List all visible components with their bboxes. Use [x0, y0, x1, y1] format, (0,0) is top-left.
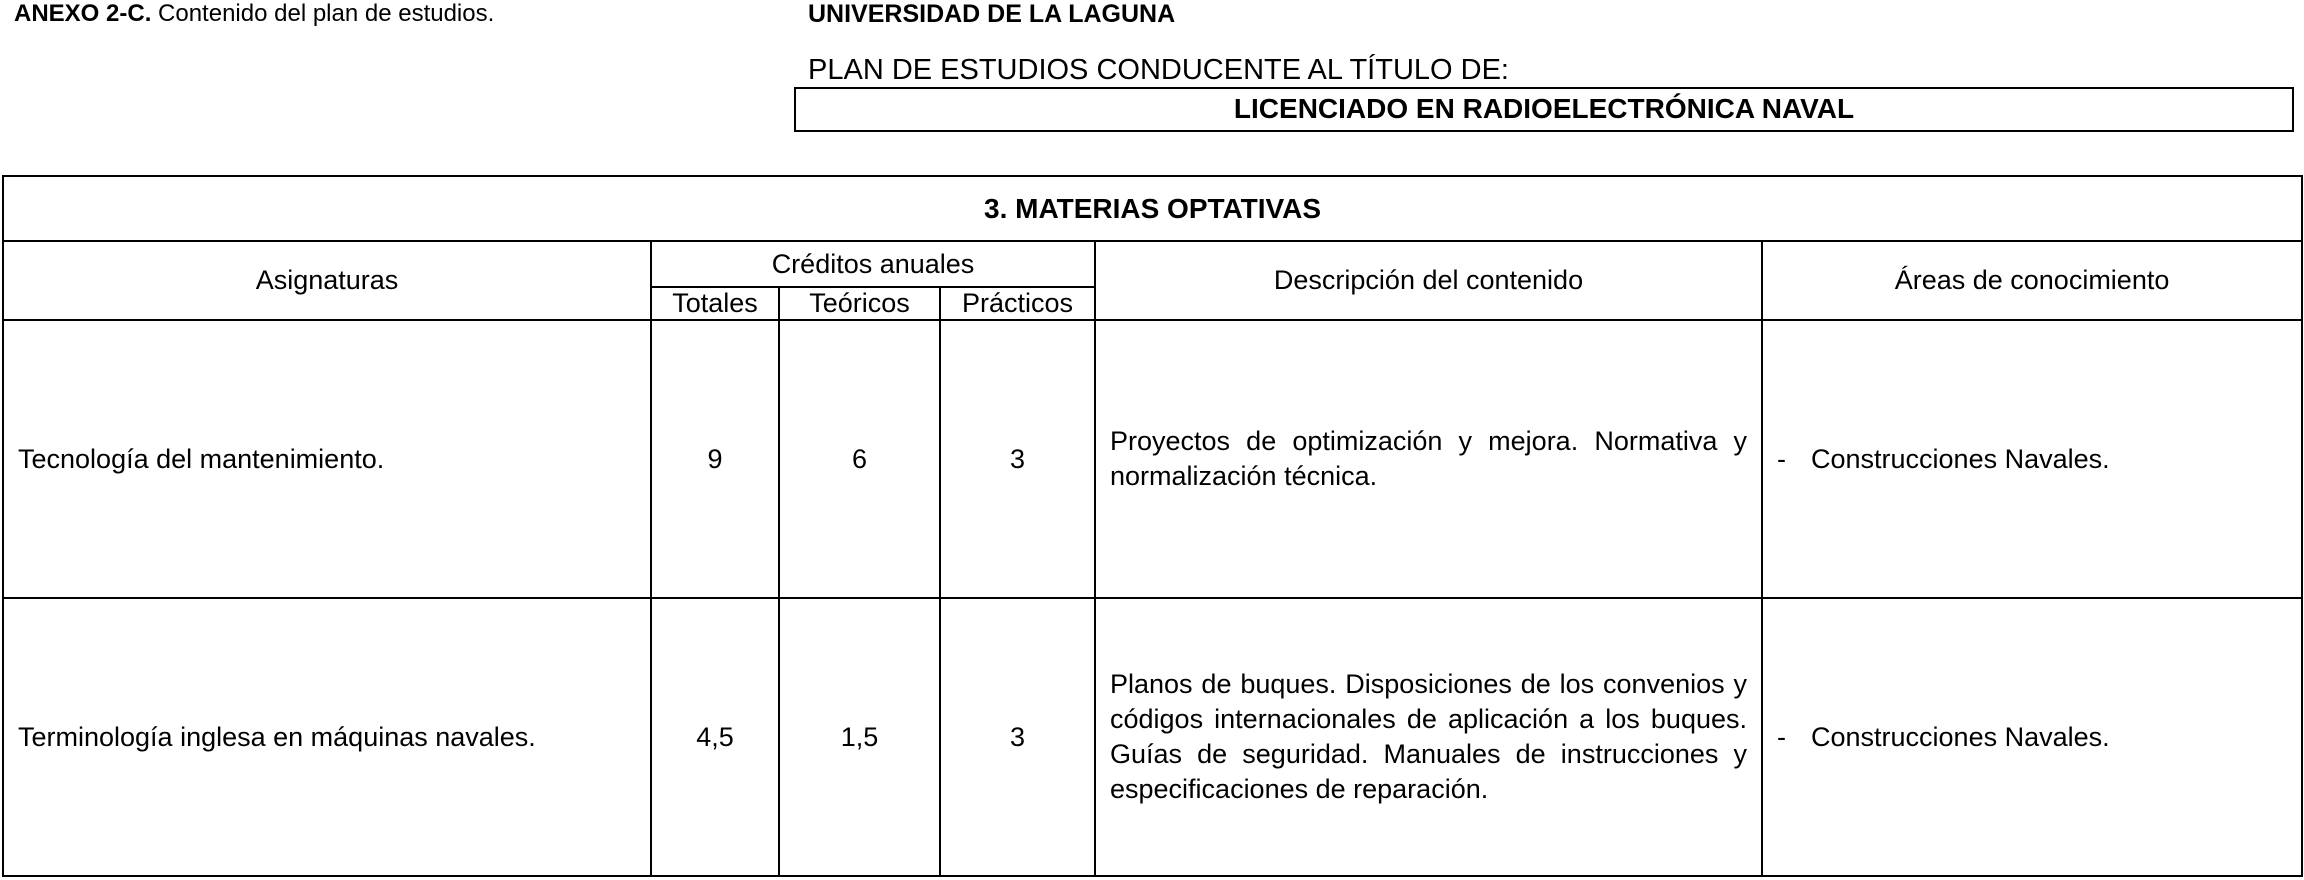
annex-caption — [14, 0, 494, 28]
section-title: 3. MATERIAS OPTATIVAS — [3, 176, 2302, 241]
optional-subjects-table — [2, 175, 2303, 877]
area-bullet: - — [1777, 721, 1786, 752]
degree-title: LICENCIADO EN RADIOELECTRÓNICA NAVAL — [794, 87, 2294, 132]
area-text: Construcciones Navales. — [1811, 443, 2110, 474]
area-bullet: - — [1777, 443, 1786, 474]
total-credits-cell: 4,5 — [651, 598, 779, 876]
column-header-theory: Teóricos — [779, 287, 940, 320]
description-cell: Proyectos de optimización y mejora. Normativa y normalización técnica. — [1095, 320, 1762, 598]
column-header-description: Descripción del contenido — [1095, 241, 1762, 320]
subject-cell: Tecnología del mantenimiento. — [3, 320, 651, 598]
theory-credits-cell: 1,5 — [779, 598, 940, 876]
university-name: UNIVERSIDAD DE LA LAGUNA — [808, 0, 1176, 28]
column-header-practice: Prácticos — [940, 287, 1095, 320]
column-header-credits: Créditos anuales — [651, 241, 1095, 287]
table-row — [3, 598, 2302, 876]
area-cell — [1762, 598, 2302, 876]
practice-credits-cell: 3 — [940, 598, 1095, 876]
practice-credits-cell: 3 — [940, 320, 1095, 598]
area-cell — [1762, 320, 2302, 598]
total-credits-cell: 9 — [651, 320, 779, 598]
annex-text: Contenido del plan de estudios. — [158, 0, 495, 27]
plan-intro: PLAN DE ESTUDIOS CONDUCENTE AL TÍTULO DE: — [808, 54, 1509, 86]
column-header-areas: Áreas de conocimiento — [1762, 241, 2302, 320]
column-header-total: Totales — [651, 287, 779, 320]
annex-label: ANEXO 2-C. — [14, 0, 152, 27]
description-cell: Planos de buques. Disposiciones de los convenios y códigos internacionales de aplicación a los buques. Guías de seguridad. Manuales de instrucciones y especificaciones de reparación. — [1095, 598, 1762, 876]
area-text: Construcciones Navales. — [1811, 721, 2110, 752]
table-row — [3, 320, 2302, 598]
subject-cell: Terminología inglesa en máquinas navales. — [3, 598, 651, 876]
theory-credits-cell: 6 — [779, 320, 940, 598]
column-header-subjects: Asignaturas — [3, 241, 651, 320]
